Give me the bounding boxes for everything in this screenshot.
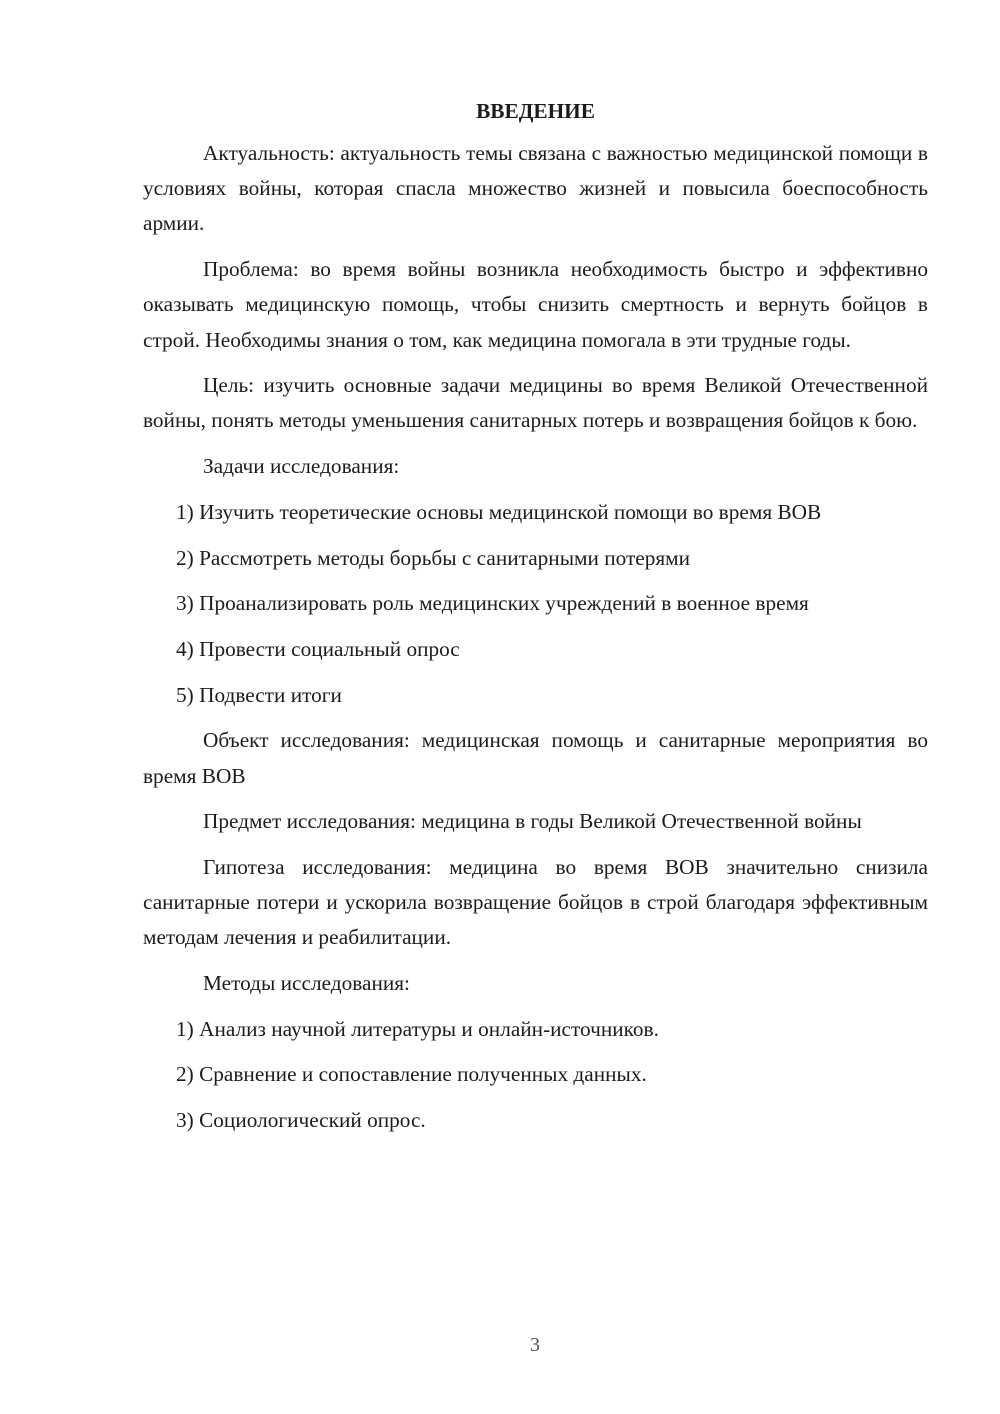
list-item: 2) Сравнение и сопоставление полученных данных.	[176, 1062, 647, 1087]
methods-heading: Методы исследования:	[203, 971, 410, 996]
list-item: 2) Рассмотреть методы борьбы с санитарными потерями	[176, 545, 691, 570]
list-item: 1) Анализ научной литературы и онлайн-источников.	[176, 1016, 659, 1041]
object-paragraph: Объект исследования: медицинская помощь и санитарные мероприятия во время ВОВ	[143, 728, 928, 788]
tasks-heading: Задачи исследования:	[203, 454, 400, 479]
list-item: 4) Провести социальный опрос	[176, 636, 460, 661]
list-item: 1) Изучить теоретические основы медицинской помощи во время ВОВ	[176, 499, 822, 524]
list-item: 5) Подвести итоги	[176, 682, 342, 707]
tasks-list	[143, 495, 928, 713]
methods-list	[143, 1012, 928, 1139]
subject-paragraph: Предмет исследования: медицина в годы Великой Отечественной войны	[203, 809, 862, 834]
problem-paragraph: Проблема: во время войны возникла необходимость быстро и эффективно оказывать медицинскую помощь, чтобы снизить смертность и вернуть бойцов в строй. Необходимы знания о том, как медицина помогала в эти трудные годы.	[143, 257, 928, 352]
hypothesis-paragraph: Гипотеза исследования: медицина во время ВОВ значительно снизила санитарные потери и ускорила возвращение бойцов в строй благодаря эффективным методам лечения и реабилитации.	[143, 854, 928, 950]
relevance-paragraph: Актуальность: актуальность темы связана с важностью медицинской помощи в условиях войны, которая спасла множество жизней и повысила боеспособность армии.	[143, 141, 928, 236]
goal-paragraph: Цель: изучить основные задачи медицины во время Великой Отечественной войны, понять методы уменьшения санитарных потерь и возвращения бойцов к бою.	[143, 373, 928, 433]
page-number: 3	[530, 1334, 540, 1356]
list-item: 3) Социологический опрос.	[176, 1108, 426, 1133]
document-page	[143, 96, 928, 1149]
page-title: ВВЕДЕНИЕ	[476, 99, 595, 123]
list-item: 3) Проанализировать роль медицинских учреждений в военное время	[176, 591, 809, 616]
